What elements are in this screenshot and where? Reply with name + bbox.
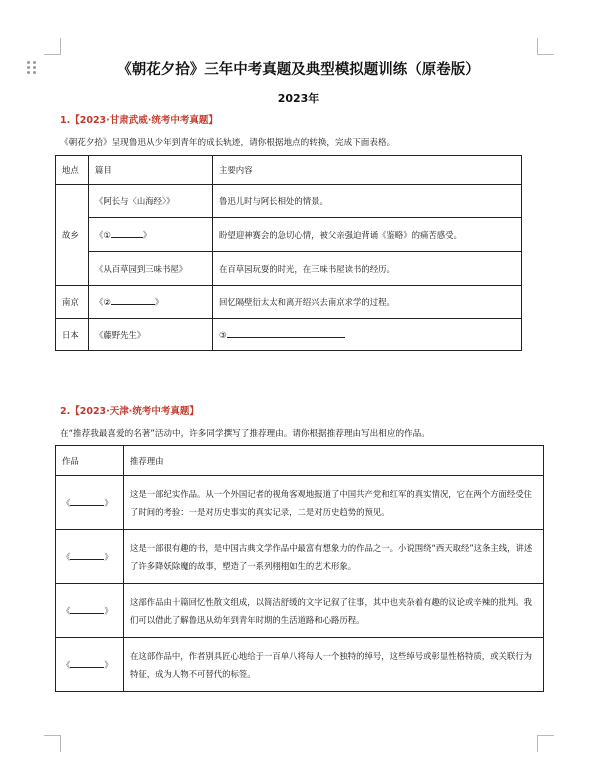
work-close: 》 (142, 229, 152, 240)
answer-blank[interactable] (70, 613, 104, 614)
content-cell (213, 319, 522, 351)
page-corner-mark (44, 38, 61, 55)
q1-heading: 1.【2023·甘肃武威·统考中考真题】 (60, 115, 218, 126)
content-cell: 鲁迅儿时与阿长相处的情景。 (213, 185, 522, 218)
table-header-row (56, 446, 544, 476)
answer-blank[interactable] (70, 505, 104, 506)
work-cell: 《 》 (56, 638, 124, 692)
reason-cell: 这是一部很有趣的书，是中国古典文学作品中最富有想象力的作品之一。小说围绕“西天取经”这条主线，讲述了许多降妖除魔的故事，塑造了一系列栩栩如生的艺术形象。 (124, 530, 544, 584)
q2-prompt: 在“推荐我最喜爱的名著”活动中，许多同学撰写了推荐理由。请你根据推荐理由写出相应的作品。 (60, 429, 430, 439)
work-close: 》 (154, 297, 164, 307)
answer-blank[interactable] (70, 559, 104, 560)
work-cell (89, 286, 213, 319)
table-row (56, 530, 544, 584)
q1-table (55, 155, 522, 351)
work-open: 《② (95, 297, 111, 307)
content-cell: 盼望迎神赛会的急切心情，被父亲强迫背诵《鉴略》的痛苦感受。 (213, 218, 522, 252)
table-row (56, 218, 522, 252)
table-row (56, 286, 522, 319)
place-cell: 故乡 (56, 185, 89, 286)
work-cell: 《 》 (56, 476, 124, 530)
table-row (56, 252, 522, 286)
work-cell: 《藤野先生》 (89, 319, 213, 351)
page-corner-mark (44, 735, 61, 752)
header-cell: 主要内容 (213, 156, 522, 185)
q2-table (55, 445, 544, 692)
table-row (56, 185, 522, 218)
place-cell: 日本 (56, 319, 89, 351)
q1-prompt: 《朝花夕拾》呈现鲁迅从少年到青年的成长轨迹，请你根据地点的转换，完成下面表格。 (60, 138, 396, 148)
work-cell: 《从百草园到三味书屋》 (89, 252, 213, 286)
table-row (56, 319, 522, 351)
answer-blank-2[interactable] (111, 304, 155, 305)
table-row (56, 638, 544, 692)
page-corner-mark (537, 735, 554, 752)
answer-blank-3[interactable] (227, 337, 345, 338)
page-corner-mark (537, 38, 554, 55)
reason-cell: 在这部作品中，作者别具匠心地给于一百单八将每人一个独特的绰号，这些绰号或彰显性格特质，或关联行为特征，成为人物不可替代的标签。 (124, 638, 544, 692)
reason-cell: 这是一部纪实作品。从一个外国记者的视角客观地报道了中国共产党和红军的真实情况，它在两个方面经受住了时间的考验：一是对历史事实的真实记录，二是对历史趋势的预见。 (124, 476, 544, 530)
answer-marker: ③ (219, 329, 227, 340)
reason-cell: 这部作品由十篇回忆性散文组成，以简洁舒缓的文字记叙了往事，其中也夹杂着有趣的议论或辛辣的批判。我们可以借此了解鲁迅从幼年到青年时期的生活道路和心路历程。 (124, 584, 544, 638)
work-cell: 《 》 (56, 584, 124, 638)
answer-blank[interactable] (70, 667, 104, 668)
work-cell: 《 》 (56, 530, 124, 584)
header-cell: 篇目 (89, 156, 213, 185)
header-cell: 地点 (56, 156, 89, 185)
header-cell: 推荐理由 (124, 446, 544, 476)
header-cell: 作品 (56, 446, 124, 476)
table-row (56, 476, 544, 530)
work-cell: 《阿长与〈山海经〉》 (89, 185, 213, 218)
content-cell: 回忆隔壁衍太太和离开绍兴去南京求学的过程。 (213, 286, 522, 319)
q2-heading: 2.【2023·天津·统考中考真题】 (60, 406, 199, 417)
document-title: 《朝花夕拾》三年中考真题及典型模拟题训练（原卷版） (117, 61, 480, 78)
answer-blank-1[interactable] (111, 237, 143, 238)
work-cell (89, 218, 213, 252)
place-cell: 南京 (56, 286, 89, 319)
table-header-row (56, 156, 522, 185)
content-cell: 在百草园玩耍的时光，在三味书屋读书的经历。 (213, 252, 522, 286)
work-open: 《① (95, 229, 111, 240)
table-row (56, 584, 544, 638)
document-year: 2023年 (277, 92, 320, 105)
